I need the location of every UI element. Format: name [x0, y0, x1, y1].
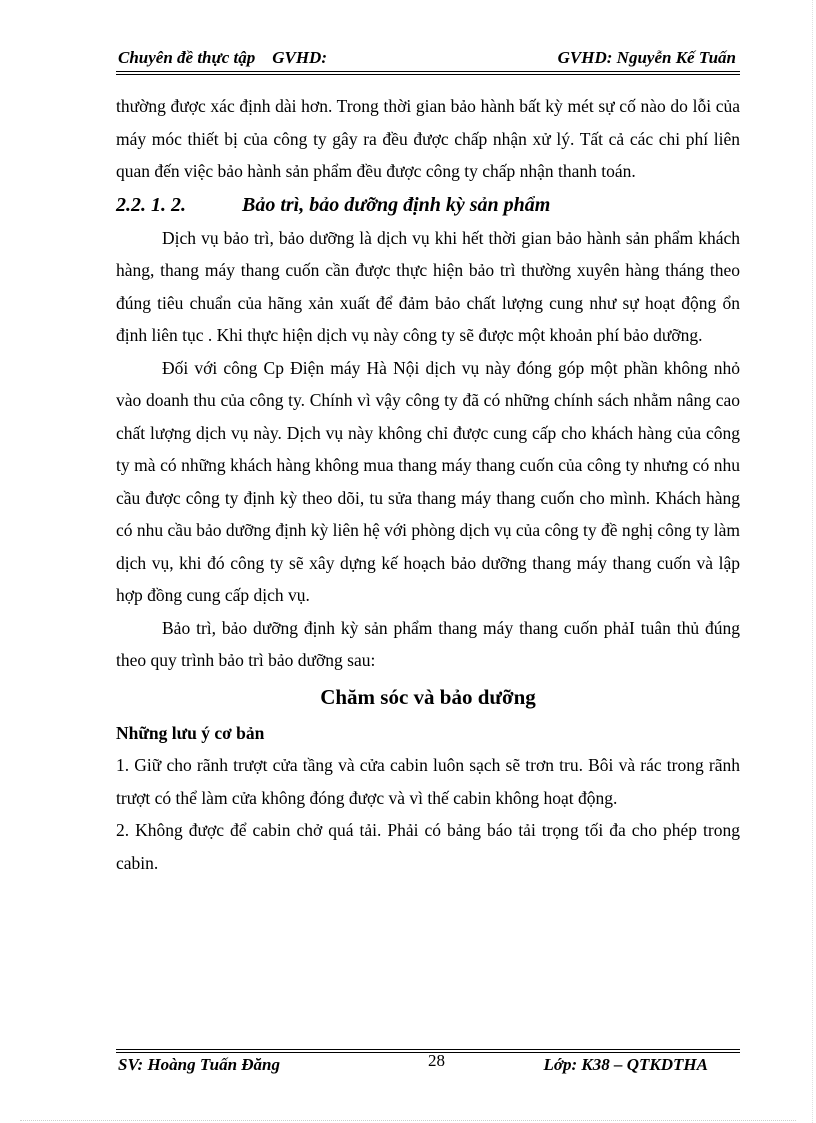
note-item-1: 1. Giữ cho rãnh trượt cửa tầng và cửa cabin luôn sạch sẽ trơn tru. Bôi và rác trong rãnh trượt có thể làm cửa không đóng được và vì thế cabin không hoạt động. — [116, 755, 740, 808]
page-right-border — [812, 0, 813, 1123]
header-left-text: Chuyên đề thực tập GVHD: — [118, 48, 327, 67]
footer-student: SV: Hoàng Tuấn Đăng — [118, 1055, 281, 1074]
header-rule-thin — [116, 74, 740, 75]
note-item-2: 2. Không được để cabin chở quá tải. Phải có bảng báo tải trọng tối đa cho phép trong cabin. — [116, 820, 740, 873]
paragraph-maintenance-service: Dịch vụ bảo trì, bảo dưỡng là dịch vụ khi hết thời gian bảo hành sản phẩm khách hàng, thang máy thang cuốn cần được thực hiện bảo trì thường xuyên hàng tháng theo đúng tiêu chuẩn của hãng xản xuất để đảm bảo chất lượng cung như sự hoạt động ổn định liên tục . Khi thực hiện dịch vụ này công ty sẽ được một khoản phí bảo dưỡng. — [116, 227, 740, 345]
page-footer — [116, 1053, 740, 1077]
paragraph-warranty-end: thường được xác định dài hơn. Trong thời gian bảo hành bất kỳ mét sự cố nào do lỗi của máy móc thiết bị của công ty gây ra đều được chấp nhận xử lý. Tất cả các chi phí liên quan đến việc bảo hành sản phẩm đều được công ty chấp nhận thanh toán. — [116, 96, 740, 181]
page-body — [116, 90, 740, 879]
header-advisor: GVHD: Nguyễn Kế Tuấn — [557, 48, 736, 67]
header-rule — [116, 71, 740, 72]
footer-class: Lớp: K38 – QTKDTHA — [543, 1055, 708, 1074]
footer-rule-thin — [116, 1049, 740, 1050]
section-heading — [116, 188, 740, 222]
section-number: 2.2. 1. 2. — [116, 193, 186, 216]
basic-notes-subheading: Những lưu ý cơ bản — [116, 722, 265, 743]
page-bottom-border — [20, 1120, 796, 1121]
page-header — [116, 48, 740, 70]
page-number: 28 — [428, 1051, 445, 1070]
paragraph-company-service: Đối với công Cp Điện máy Hà Nội dịch vụ này đóng góp một phần không nhỏ vào doanh thu của công ty. Chính vì vậy công ty đã có những chính sách nhằm nâng cao chất lượng dịch vụ này. Dịch vụ này không chỉ được cung cấp cho khách hàng của công ty mà có những khách hàng không mua thang máy thang cuốn của công ty nhưng có nhu cầu được công ty định kỳ theo dõi, tu sửa thang máy thang cuốn cho mình. Khách hàng có nhu cầu bảo dưỡng định kỳ liên hệ với phòng dịch vụ của công ty đề nghị công ty làm dịch vụ, khi đó công ty sẽ xây dựng kế hoạch bảo dưỡng thang máy thang cuốn và lập hợp đồng cung cấp dịch vụ. — [116, 357, 740, 605]
paragraph-procedure-intro: Bảo trì, bảo dưỡng định kỳ sản phẩm thang máy thang cuốn phảI tuân thủ đúng theo quy trình bảo trì bảo dưỡng sau: — [116, 617, 740, 670]
care-maintenance-heading: Chăm sóc và bảo dưỡng — [320, 684, 536, 709]
section-title: Bảo trì, bảo dưỡng định kỳ sản phẩm — [242, 193, 551, 216]
